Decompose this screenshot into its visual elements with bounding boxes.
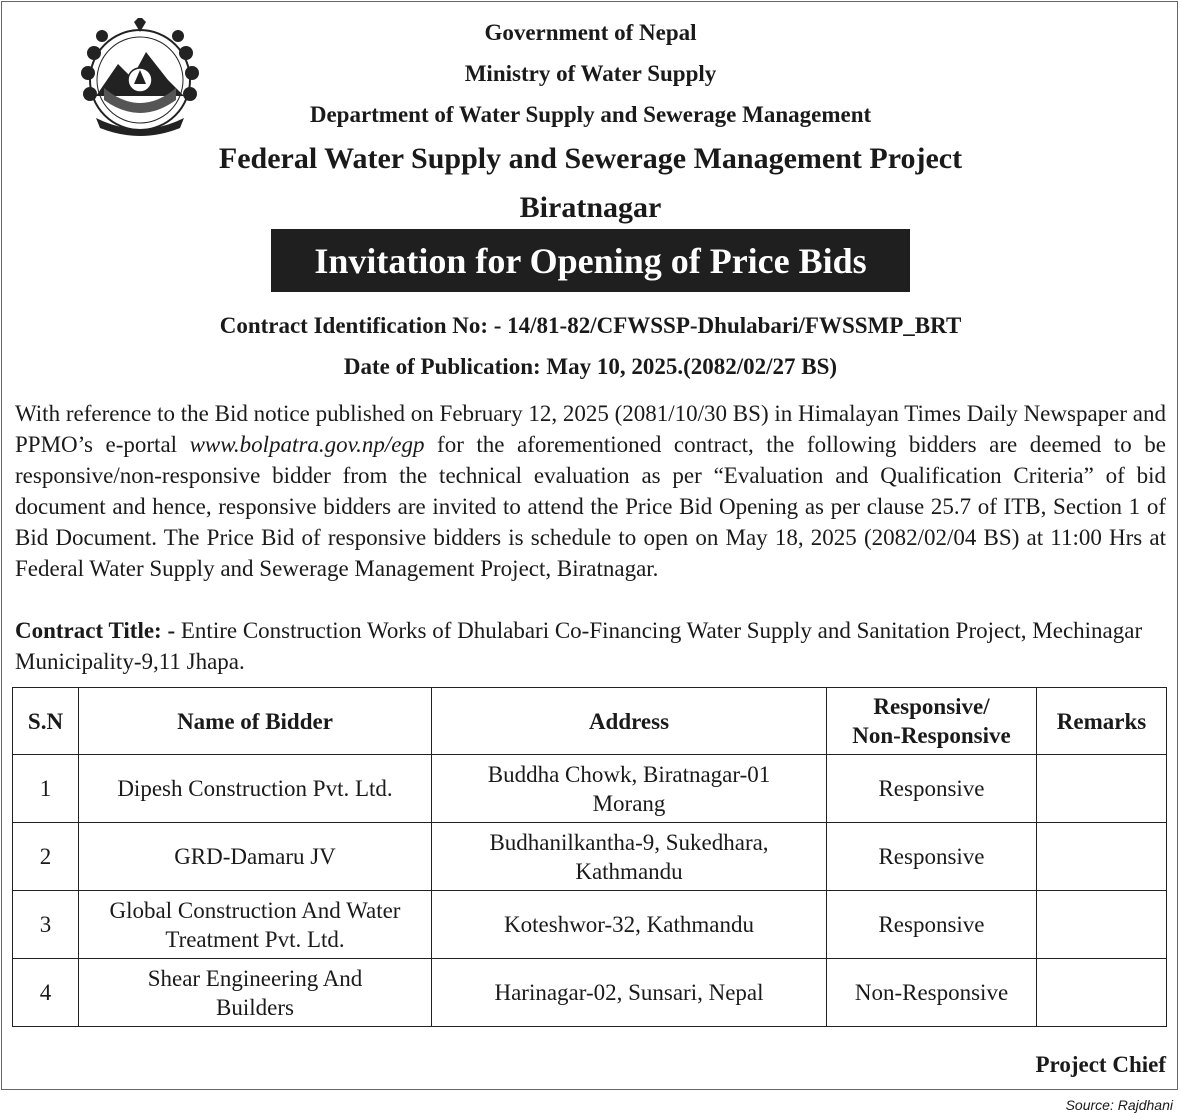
header-sn: S.N — [13, 688, 79, 755]
table-row — [13, 891, 1167, 959]
bidders-table — [12, 687, 1167, 1027]
contract-id: Contract Identification No: - 14/81-82/CFWSSP-Dhulabari/FWSSMP_BRT — [219, 313, 962, 338]
source-credit: Source: Rajdhani — [1065, 1097, 1173, 1113]
cell-sn: 3 — [13, 891, 79, 959]
cell-sn: 4 — [13, 959, 79, 1027]
header-status-line1: Responsive/ — [873, 694, 990, 719]
ministry-heading: Ministry of Water Supply — [464, 61, 717, 86]
table-header-row — [13, 688, 1167, 755]
cell-address: Koteshwor-32, Kathmandu — [432, 891, 827, 959]
cell-name: Shear Engineering And Builders — [79, 959, 432, 1027]
cell-address: Budhanilkantha-9, Sukedhara, Kathmandu — [432, 823, 827, 891]
cell-sn: 2 — [13, 823, 79, 891]
cell-sn: 1 — [13, 755, 79, 823]
contract-title-label: Contract Title: - — [15, 618, 176, 643]
project-heading: Federal Water Supply and Sewerage Management Project — [218, 142, 963, 175]
cell-status: Responsive — [827, 823, 1037, 891]
body-intro: With reference to the Bid notice published on February 12, 2025 (2081/10/30 BS) in Himalayan Times Daily Newspaper and PPMO’s e-portal — [15, 401, 1166, 457]
header-remarks: Remarks — [1037, 688, 1167, 755]
cell-name: Dipesh Construction Pvt. Ltd. — [79, 755, 432, 823]
contract-title-text: Entire Construction Works of Dhulabari Co-Financing Water Supply and Sanitation Project, Mechinagar Municipality-9,11 Jhapa. — [15, 618, 1143, 674]
portal-url-link[interactable]: www.bolpatra.gov.np/egp — [189, 432, 425, 457]
header-address: Address — [432, 688, 827, 755]
city-heading: Biratnagar — [519, 191, 662, 224]
cell-name: Global Construction And Water Treatment Pvt. Ltd. — [79, 891, 432, 959]
cell-address: Buddha Chowk, Biratnagar-01 Morang — [432, 755, 827, 823]
contract-title-paragraph — [15, 615, 1166, 677]
cell-remarks — [1037, 755, 1167, 823]
department-heading: Department of Water Supply and Sewerage Management — [309, 102, 872, 127]
signature-project-chief: Project Chief — [1035, 1052, 1166, 1077]
cell-remarks — [1037, 891, 1167, 959]
cell-name: GRD-Damaru JV — [79, 823, 432, 891]
notice-title: Invitation for Opening of Price Bids — [314, 240, 867, 281]
notice-title-banner — [271, 229, 910, 292]
table-row — [13, 959, 1167, 1027]
cell-status: Responsive — [827, 891, 1037, 959]
table-row — [13, 823, 1167, 891]
government-heading: Government of Nepal — [484, 20, 697, 45]
table-row — [13, 755, 1167, 823]
notice-body — [15, 398, 1166, 584]
cell-status: Responsive — [827, 755, 1037, 823]
cell-remarks — [1037, 823, 1167, 891]
body-rest: for the aforementioned contract, the following bidders are deemed to be responsive/non-responsive bidder from the technical evaluation as per “Evaluation and Qualification Criteria” of bid document and hence, responsive bidders are invited to attend the Price Bid Opening as per clause 25.7 of ITB, Section 1 of Bid Document. The Price Bid of responsive bidders is schedule to open on May 18, 2025 (2082/02/04 BS) at 11:00 Hrs at Federal Water Supply and Sewerage Management Project, Biratnagar. — [15, 432, 1166, 581]
cell-address: Harinagar-02, Sunsari, Nepal — [432, 959, 827, 1027]
header-name: Name of Bidder — [79, 688, 432, 755]
header-status-line2: Non-Responsive — [852, 723, 1011, 748]
header-status — [827, 688, 1037, 755]
cell-status: Non-Responsive — [827, 959, 1037, 1027]
cell-remarks — [1037, 959, 1167, 1027]
publication-date: Date of Publication: May 10, 2025.(2082/02/27 BS) — [343, 354, 838, 379]
